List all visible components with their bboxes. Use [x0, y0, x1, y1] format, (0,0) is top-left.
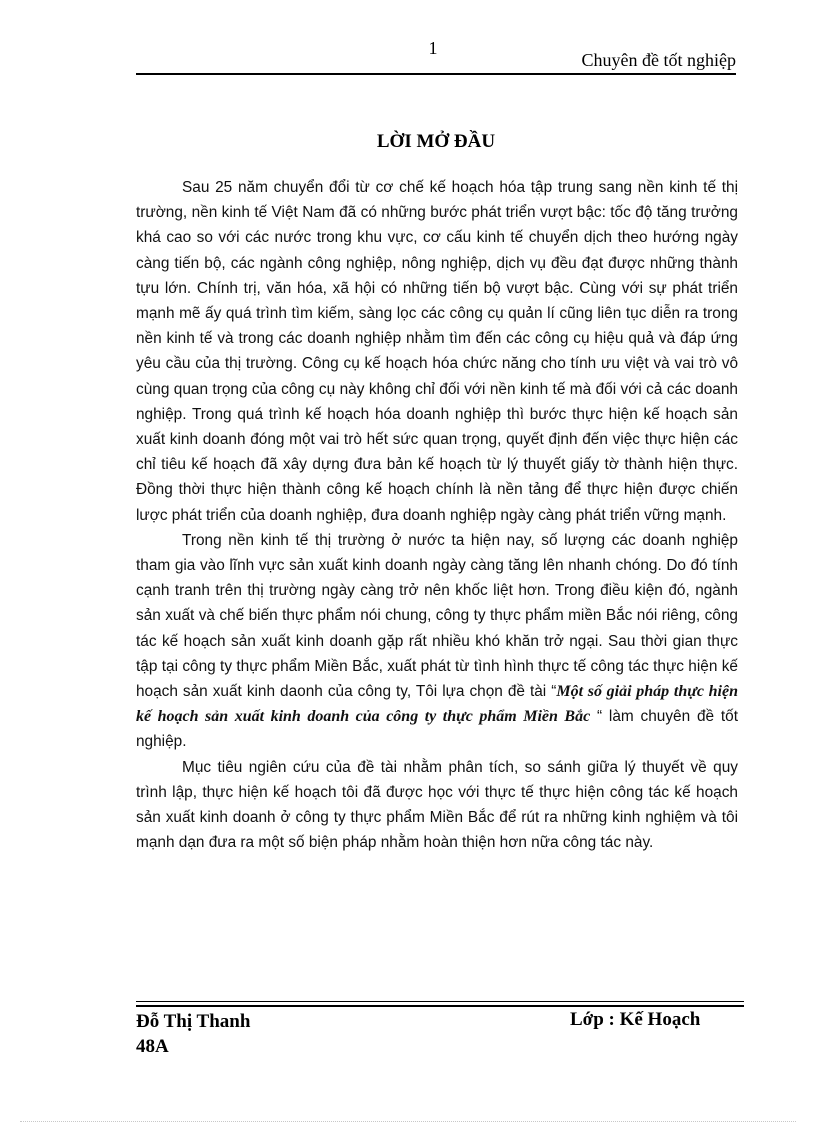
footer-rule	[136, 1001, 744, 1002]
paragraph: Mục tiêu ngiên cứu của đề tài nhằm phân tích, so sánh giữa lý thuyết về quy trình lập, thực hiện kế hoạch tôi đã được học với thực tế thực hiện công tác kế hoạch sản xuất kinh doanh ở công ty thực phẩm Miền Bắc để rút ra những kinh nghiệm và tôi mạnh dạn đưa ra một số biện pháp nhằm hoàn thiện hơn nữa công tác này.	[136, 758, 738, 852]
header-rule	[136, 73, 736, 75]
header-title: Chuyên đề tốt nghiệp	[581, 50, 736, 70]
footer-rule-thick	[136, 1005, 744, 1007]
class-label: Lớp : Kế Hoạch	[570, 1009, 701, 1030]
paragraph: Sau 25 năm chuyển đổi từ cơ chế kế hoạch hóa tập trung sang nền kinh tế thị trường, nền kinh tế Việt Nam đã có những bước phát triển vượt bậc: tốc độ tăng trưởng khá cao so với các nước trong khu vực, cơ cấu kinh tế chuyển dịch theo hướng ngày càng tiến bộ, các ngành công nghiệp, nông nghiệp, dịch vụ đều đạt được những thành tựu lớn. Chính trị, văn hóa, xã hội có những tiến bộ vượt bậc. Cùng với sự phát triển mạnh mẽ ấy quá trình tìm kiếm, sàng lọc các công cụ quản lí cũng liên tục diễn ra trong nền kinh tế và trong các doanh nghiệp nhằm tìm đến các công cụ hiệu quả và đáp ứng yêu cầu của thị trường. Công cụ kế hoạch hóa chức năng cho tính ưu việt và vai trò vô cùng quan trọng của công cụ này không chỉ đối với nền kinh tế mà đối với cả các doanh nghiệp. Trong quá trình kế hoạch hóa doanh nghiệp thì bước thực hiện kế hoạch sản xuất kinh doanh đóng một vai trò hết sức quan trọng, quyết định đến việc thực hiện các chỉ tiêu kế hoạch đã xây dựng đưa bản kế hoạch từ lý thuyết giấy tờ thành hiện thực. Đồng thời thực hiện thành công kế hoạch chính là nền tảng để thực hiện được chiến lược phát triển của doanh nghiệp, đưa doanh nghiệp ngày càng phát triển vững mạnh.	[136, 179, 738, 524]
page-number: 1	[428, 38, 438, 58]
paragraph	[136, 528, 738, 755]
paragraph-end: “ làm chuyên đề tốt nghiệp.	[136, 708, 739, 751]
document-heading: LỜI MỞ ĐẦU	[376, 131, 496, 152]
class-code: 48A	[136, 1036, 169, 1057]
page-edge-dots	[20, 1121, 796, 1122]
topic-title: Một số giải pháp thực hiện kế hoạch sản xuất kinh doanh của công ty thực phẩm Miền Bắc	[136, 683, 738, 726]
author-name: Đỗ Thị Thanh	[136, 1011, 251, 1032]
document-body	[136, 175, 738, 855]
paragraph-text: Trong nền kinh tế thị trường ở nước ta hiện nay, số lượng các doanh nghiệp tham gia vào lĩnh vực sản xuất kinh doanh ngày càng tăng lên nhanh chóng. Do đó tính cạnh tranh trên thị trường ngày càng trở nên khốc liệt hơn. Trong điều kiện đó, ngành sản xuất và chế biến thực phẩm nói chung, công ty thực phẩm miền Bắc nói riêng, công tác kế hoạch sản xuất kinh doanh gặp rất nhiều khó khăn trở ngại. Sau thời gian thực tập tại công ty thực phẩm Miền Bắc, xuất phát từ tình hình thực tế công tác thực hiện kế hoạch sản xuất kinh daonh của công ty, Tôi lựa chọn đề tài “	[136, 531, 738, 701]
author-block	[136, 1009, 250, 1059]
